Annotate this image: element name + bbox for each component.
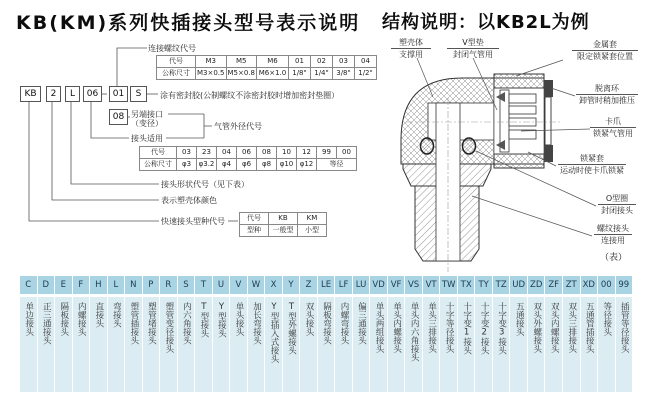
table-cell: M5: [226, 56, 257, 68]
shape-name: T型外螺接头: [283, 297, 300, 392]
shape-code: R: [160, 276, 177, 294]
table-cell: 03: [177, 147, 197, 159]
table-cell: KM: [298, 213, 327, 225]
shape-code-table: [20, 276, 632, 392]
table-cell: 02: [311, 56, 333, 68]
claw-finger: [509, 118, 536, 126]
shape-column: [370, 276, 387, 392]
table-cell: 00: [337, 147, 357, 159]
shape-name: 内螺接头: [73, 297, 90, 392]
shape-code: ZD: [528, 276, 545, 294]
shape-code: L: [108, 276, 125, 294]
leader-shell: [417, 58, 433, 97]
shape-name: 内螺弯接头: [335, 297, 352, 392]
shape-code: 99: [616, 276, 633, 294]
pipe-table: [139, 146, 357, 171]
label-shell-desc: 支撑用: [399, 50, 423, 59]
shape-column: [125, 276, 142, 392]
shape-code: LF: [335, 276, 352, 294]
shape-column: [616, 276, 633, 392]
bore-horizontal: [428, 103, 545, 140]
left-section-title: KB(KM)系列快插接头型号表示说明: [16, 12, 361, 34]
table-cell: 04: [355, 56, 377, 68]
claw-finger: [509, 94, 536, 103]
shape-name: 隔板弯接头: [318, 297, 335, 392]
shape-column: [581, 276, 598, 392]
shape-code: S: [178, 276, 195, 294]
label-claw-name: 卡爪: [590, 117, 636, 128]
shape-name: 塑管堵接头: [143, 297, 160, 392]
table-cell: 代号: [240, 213, 269, 225]
label-thread-end-desc: 连接用: [601, 236, 625, 245]
shape-column: [38, 276, 55, 392]
sleeve-top-band: [494, 74, 544, 88]
shape-name: 直接头: [90, 297, 107, 392]
elbow-body: [401, 78, 544, 164]
shape-code: TX: [458, 276, 475, 294]
table-cell: φ4: [217, 159, 237, 171]
shape-name: 弯接头: [108, 297, 125, 392]
other-end-label-line2: （变径）: [131, 119, 163, 128]
release-ring-top: [544, 80, 553, 97]
sleeve-bottom-band: [494, 154, 544, 168]
code-box-thread: 01: [109, 86, 128, 102]
shape-code: ZF: [545, 276, 562, 294]
shape-code: TZ: [493, 276, 510, 294]
shape-column: [510, 276, 527, 392]
label-thread-end-name: 螺纹接头: [594, 224, 632, 235]
leader-metal-sleeve: [516, 60, 563, 76]
shape-column: [318, 276, 335, 392]
shape-column: [545, 276, 562, 392]
shape-name: T型接头: [195, 297, 212, 392]
table-cell: 等径: [317, 159, 357, 171]
bore-vertical: [436, 103, 460, 261]
table-cell: 01: [289, 56, 311, 68]
shape-name: 双头三排接头: [563, 297, 580, 392]
shape-code: T: [195, 276, 212, 294]
table-cell: M3×0.5: [196, 68, 227, 80]
release-ring-sleeve: [545, 97, 551, 145]
shape-code: W: [248, 276, 265, 294]
metal-sleeve: [494, 74, 544, 168]
structure-leader-lines: [417, 58, 596, 236]
shape-code: N: [125, 276, 142, 294]
table-cell: KB: [269, 213, 298, 225]
label-metal-sleeve-desc: 限定锁紧套位置: [577, 52, 633, 61]
shape-name: 单头内螺接头: [388, 297, 405, 392]
shape-column: [265, 276, 282, 392]
shape-column: [440, 276, 457, 392]
leader-thread-code: [117, 48, 147, 86]
table-cell: 04: [217, 147, 237, 159]
shape-column: [55, 276, 72, 392]
label-lock-sleeve: [558, 154, 626, 175]
v-pad-bottom: [496, 140, 505, 150]
shape-name: 等径接头: [598, 297, 615, 392]
code-box-type: KB: [20, 86, 41, 102]
thread-code-label: 连接螺纹代号: [148, 44, 196, 53]
table-cell: M3: [196, 56, 227, 68]
type-table: [239, 212, 327, 237]
label-release-ring-name: 脱离环: [576, 84, 638, 95]
label-v-pad: [447, 38, 499, 59]
sleeve-interior: [494, 88, 544, 154]
shape-name: 双头外螺接头: [528, 297, 545, 392]
table-cell: 23: [197, 147, 217, 159]
label-claw: [590, 117, 636, 138]
shape-code: H: [90, 276, 107, 294]
table-cell: φ3: [177, 159, 197, 171]
shape-column: [475, 276, 492, 392]
shape-name: 内六角接头: [178, 297, 195, 392]
shape-column: [300, 276, 317, 392]
shape-code: VD: [370, 276, 387, 294]
shape-name: Y型接头: [213, 297, 230, 392]
leader-lock-sleeve: [528, 152, 556, 166]
shape-name: 五通接头: [510, 297, 527, 392]
shape-column: [108, 276, 125, 392]
table-cell: 08: [257, 147, 277, 159]
table-cell: 06: [237, 147, 257, 159]
shape-name: 加长弯接头: [248, 297, 265, 392]
shape-column: [283, 276, 300, 392]
leader-thread-end: [472, 196, 592, 236]
code-box-size: 06: [83, 86, 102, 102]
shape-column: [195, 276, 212, 392]
shape-name: 隔板接头: [55, 297, 72, 392]
shape-column: [405, 276, 422, 392]
table-cell: 1/4": [311, 68, 333, 80]
code-box-shape: L: [65, 86, 80, 102]
shape-code: V: [230, 276, 247, 294]
shape-name: 单头三排接头: [423, 297, 440, 392]
table-cell: M6×1.0: [257, 68, 289, 80]
table-cell: 99: [317, 147, 337, 159]
label-release-ring-desc: 卸管时稍加推压: [579, 96, 635, 105]
label-lock-sleeve-desc: 运动时使卡爪锁紧: [560, 166, 624, 175]
code-box-seal: S: [130, 86, 147, 102]
o-ring-left: [421, 138, 434, 154]
label-lock-sleeve-name: 锁紧套: [558, 154, 626, 165]
table-note: （表）: [600, 253, 628, 263]
label-metal-sleeve: [572, 40, 638, 61]
thread-table: [156, 55, 377, 80]
table-cell: φ10: [277, 159, 297, 171]
shape-code: VF: [388, 276, 405, 294]
leader-v-pad: [473, 58, 497, 110]
thread-stub: [415, 186, 479, 261]
label-shell: [391, 38, 431, 59]
label-release-ring: [576, 84, 638, 105]
release-ring-bottom: [544, 145, 553, 162]
shape-name: 插管等径接头: [616, 297, 633, 392]
shape-name: 双头接头: [300, 297, 317, 392]
shape-code: LU: [353, 276, 370, 294]
shape-name: 单头内六角接头: [405, 297, 422, 392]
label-v-pad-desc: 封闭气管用: [453, 50, 493, 59]
shape-name: 五通管插接头: [581, 297, 598, 392]
shape-code: P: [143, 276, 160, 294]
table-cell: 型种: [240, 225, 269, 237]
seal-note: 涂有密封胶(公制螺纹不涂密封胶时增加密封垫圈）: [160, 91, 340, 100]
shape-column: [423, 276, 440, 392]
shape-column: [213, 276, 230, 392]
shape-column: [598, 276, 615, 392]
color-label: 表示塑壳体颜色: [161, 196, 217, 205]
shape-code: LE: [318, 276, 335, 294]
claw-finger: [509, 106, 536, 114]
shape-name: 十字等径接头: [440, 297, 457, 392]
shape-column: [388, 276, 405, 392]
shape-column: [353, 276, 370, 392]
label-o-ring-desc: 封闭接头: [601, 206, 633, 215]
table-cell: φ3.2: [197, 159, 217, 171]
shape-code: XD: [581, 276, 598, 294]
shape-code: UD: [510, 276, 527, 294]
shape-column: [73, 276, 90, 392]
shape-code: TY: [475, 276, 492, 294]
right-section-title: 结构说明：以KB2L为例: [382, 12, 590, 33]
shape-name: 单边接头: [20, 297, 37, 392]
pipe-od-label: 气管外径代号: [214, 122, 262, 131]
leader-pipe-od-bracket: [166, 114, 212, 138]
structure-drawing: [401, 74, 560, 272]
table-cell: M5×0.8: [226, 68, 257, 80]
shape-code: D: [38, 276, 55, 294]
v-pad-top: [496, 92, 505, 102]
shape-name: 十字变1接头: [458, 297, 475, 392]
shape-column: [143, 276, 160, 392]
shape-name: 十字变3接头: [493, 297, 510, 392]
type-code-label: 快速接头型种代号: [161, 217, 225, 226]
table-cell: 3/8": [333, 68, 355, 80]
table-cell: 03: [333, 56, 355, 68]
table-cell: 小型: [298, 225, 327, 237]
shape-code: F: [73, 276, 90, 294]
table-cell: φ8: [257, 159, 277, 171]
shape-name: Y型插入式接头: [265, 297, 282, 392]
shape-column: [160, 276, 177, 392]
table-cell: 代号: [140, 147, 177, 159]
shape-name: 偏三通接头: [353, 297, 370, 392]
shape-column: [90, 276, 107, 392]
table-cell: 1/2": [355, 68, 377, 80]
shape-name: 十字变2接头: [475, 297, 492, 392]
shape-code: VT: [423, 276, 440, 294]
claw-finger: [509, 130, 536, 139]
shape-code: Y: [283, 276, 300, 294]
o-ring-right: [463, 138, 476, 154]
table-cell: φ12: [297, 159, 317, 171]
claw-column: [500, 90, 509, 152]
table-cell: 10: [277, 147, 297, 159]
shape-column: [528, 276, 545, 392]
table-cell: 代号: [157, 56, 196, 68]
label-o-ring: [598, 194, 636, 215]
label-thread-end: [594, 224, 632, 245]
shape-code: 00: [598, 276, 615, 294]
shape-column: [493, 276, 510, 392]
shape-column: [230, 276, 247, 392]
table-cell: 12: [297, 147, 317, 159]
shape-name: 塑管插接头: [125, 297, 142, 392]
table-cell: M6: [257, 56, 289, 68]
shape-code-label: 接头形状代号（见下表）: [161, 180, 249, 189]
label-v-pad-name: V型垫: [447, 38, 499, 49]
shape-code: VS: [405, 276, 422, 294]
table-cell: 公称尺寸: [157, 68, 196, 80]
label-shell-name: 塑壳体: [391, 38, 431, 49]
hex-shoulder: [403, 164, 491, 186]
shape-column: [458, 276, 475, 392]
code-box-other-end: 08: [109, 109, 128, 125]
shape-code: C: [20, 276, 37, 294]
shape-code: U: [213, 276, 230, 294]
label-o-ring-name: O型圈: [598, 194, 636, 205]
shape-name: 正三通接头: [38, 297, 55, 392]
shape-column: [248, 276, 265, 392]
table-cell: 1/8": [289, 68, 311, 80]
shape-column: [335, 276, 352, 392]
table-cell: φ6: [237, 159, 257, 171]
table-cell: 一般型: [269, 225, 298, 237]
leader-release-ring: [551, 88, 575, 96]
shape-name: 单头接头: [230, 297, 247, 392]
applicable-label: 接头适用: [131, 134, 163, 143]
shape-code: TW: [440, 276, 457, 294]
other-end-label-line1: 另端接口: [131, 110, 163, 119]
shape-code: E: [55, 276, 72, 294]
shape-column: [20, 276, 37, 392]
table-cell: 公称尺寸: [140, 159, 177, 171]
shape-code: X: [265, 276, 282, 294]
shape-column: [563, 276, 580, 392]
shape-code: ZT: [563, 276, 580, 294]
code-box-color: 2: [46, 86, 61, 102]
leader-claw: [521, 129, 590, 131]
label-claw-desc: 锁紧气管用: [593, 129, 633, 138]
label-metal-sleeve-name: 金属套: [572, 40, 638, 51]
shape-column: [178, 276, 195, 392]
shape-name: 单头两组接头: [370, 297, 387, 392]
shape-name: 塑管变径接头: [160, 297, 177, 392]
shape-code: Z: [300, 276, 317, 294]
shape-name: 双头内螺接头: [545, 297, 562, 392]
